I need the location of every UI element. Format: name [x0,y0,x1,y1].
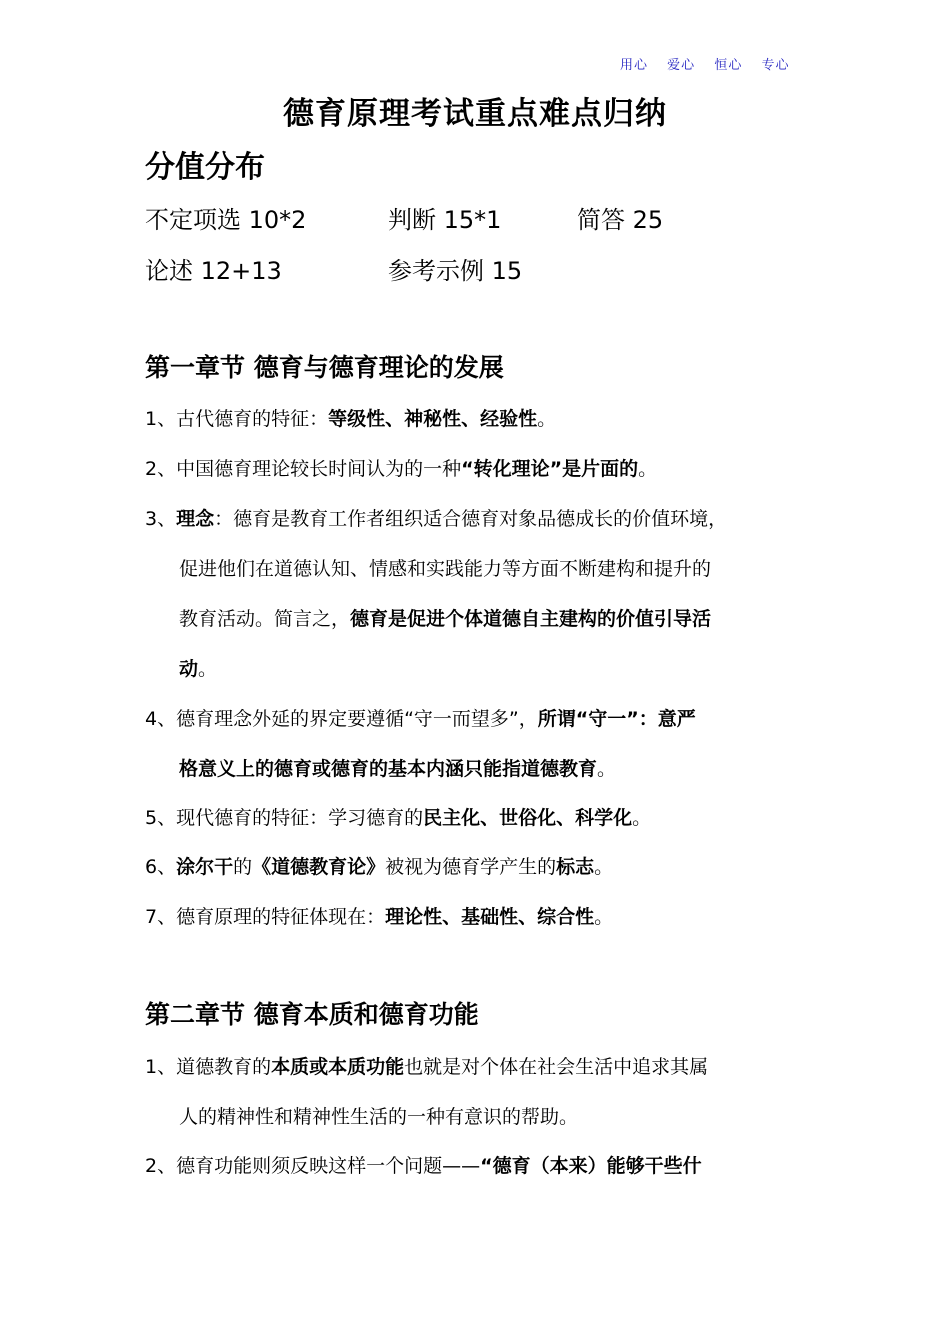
list-item: 1、道德教育的本质或本质功能也就是对个体在社会生活中追求其属 人的精神性和精神性生活的一种有意识的帮助。 [145,1056,709,1128]
list-item: 2、德育功能则须反映这样一个问题——“德育（本来）能够干些什 [145,1155,702,1177]
header-tag: 用心 [620,58,649,73]
page-header-tags [620,54,803,73]
score-item: 简答 25 [577,206,664,234]
chapter-2-title: 第二章节 德育本质和德育功能 [145,1000,479,1029]
chapter-1-title: 第一章节 德育与德育理论的发展 [145,353,504,382]
list-item: 3、理念：德育是教育工作者组织适合德育对象品德成长的价值环境， 促进他们在道德认知、情感和实践能力等方面不断建构和提升的 教育活动。简言之，德育是促进个体道德自主建构的价值引导活 动。 [145,508,728,680]
header-tag: 专心 [761,58,790,73]
header-tag: 爱心 [667,58,696,73]
score-item: 判断 15*1 [388,206,502,234]
list-item: 4、德育理念外延的界定要遵循“守一而望多”，所谓“守一”：意严 格意义上的德育或德育的基本内涵只能指道德教育。 [145,708,696,780]
document-title: 德育原理考试重点难点归纳 [283,96,667,132]
score-item: 不定项选 10*2 [145,206,307,234]
score-heading: 分值分布 [145,150,265,185]
list-item: 1、古代德育的特征：等级性、神秘性、经验性。 [145,408,557,430]
list-item: 2、中国德育理论较长时间认为的一种“转化理论”是片面的。 [145,458,658,480]
header-tag: 恒心 [714,58,743,73]
score-item: 论述 12+13 [145,257,282,285]
list-item: 6、涂尔干的《道德教育论》被视为德育学产生的标志。 [145,856,614,878]
list-item: 5、现代德育的特征：学习德育的民主化、世俗化、科学化。 [145,807,652,829]
list-item: 7、德育原理的特征体现在：理论性、基础性、综合性。 [145,906,614,928]
score-item: 参考示例 15 [388,257,523,285]
